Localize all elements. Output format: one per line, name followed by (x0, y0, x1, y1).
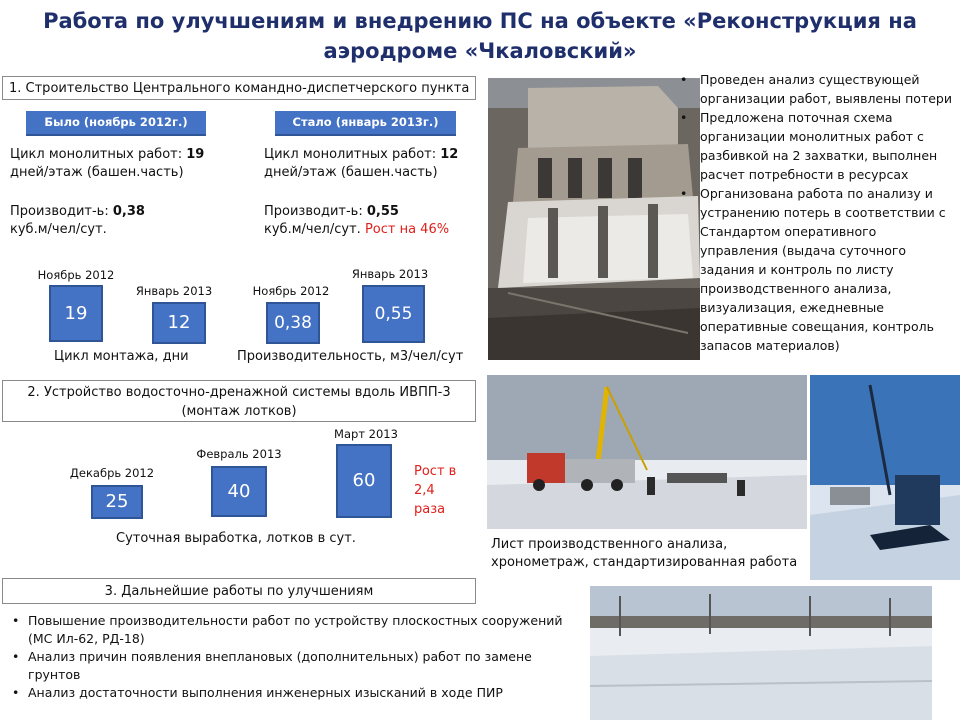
page-title: Работа по улучшениям и внедрению ПС на объекте «Реконструкция на аэродроме «Чкаловский» (43, 9, 917, 63)
section2-heading (2, 380, 476, 422)
metric2-value: 12 (167, 312, 191, 333)
metric3-box (266, 302, 320, 344)
metric3-label: Ноябрь 2012 (252, 284, 330, 298)
before-prod-value: 0,38 (112, 204, 145, 219)
airfield-photo-graphic (590, 586, 932, 720)
after-cycle-text (264, 146, 484, 182)
after-tag: Стало (январь 2013г.) (275, 111, 456, 136)
airfield-photo (590, 586, 932, 720)
after-prod-value: 0,55 (366, 204, 399, 219)
before-prod-label: Производит-ь: (10, 204, 113, 219)
section3-heading (2, 578, 476, 604)
s2-metric1-value: 25 (105, 491, 129, 512)
s2-metric3-value: 60 (352, 470, 376, 491)
metric4-value: 0,55 (374, 304, 413, 324)
construction-photo-graphic (488, 78, 700, 360)
before-cycle-text (10, 146, 260, 182)
section3-bullet-list (10, 612, 588, 702)
section1-heading-text: 1. Строительство Центрального командно-диспетчерского пункта (9, 81, 470, 96)
before-cycle-value: 19 (186, 147, 205, 162)
after-cycle-label: Цикл монолитных работ: (264, 147, 441, 162)
after-growth: Рост на 46% (364, 222, 450, 237)
s2-metric2-box (211, 466, 267, 517)
drilling-photo (810, 375, 960, 580)
caption-cycle: Цикл монтажа, дни (54, 349, 189, 364)
metric2-box (152, 302, 206, 344)
s2-metric3-box (336, 444, 392, 518)
right-bullet-item: • Организована работа по анализу и устранению потерь в соответствии с Стандартом оперативного управления (выдача суточного задания и контроль по листу производственного анализа, визуализация, ежедневные оперативные совещания, контроль запасов материалов) (672, 184, 954, 355)
before-prod-text (10, 203, 260, 239)
after-prod-text (264, 203, 484, 239)
s2-metric1-label: Декабрь 2012 (69, 466, 155, 480)
metric1-label: Ноябрь 2012 (37, 268, 115, 282)
s2-caption: Суточная выработка, лотков в сут. (116, 531, 356, 546)
section3-heading-text: 3. Дальнейшие работы по улучшениям (104, 584, 374, 599)
metric4-box (362, 285, 425, 343)
caption-prod: Производительность, м3/чел/сут (237, 349, 464, 364)
after-prod-unit: куб.м/чел/сут. (264, 222, 365, 237)
after-cycle-unit: дней/этаж (башен.часть) (264, 165, 438, 180)
s2-metric2-value: 40 (227, 481, 251, 502)
metric1-value: 19 (64, 303, 88, 324)
section1-heading (2, 76, 476, 100)
before-cycle-unit: дней/этаж (башен.часть) (10, 165, 184, 180)
section2-heading-text: 2. Устройство водосточно-дренажной системы вдоль ИВПП-3 (монтаж лотков) (27, 385, 451, 419)
construction-photo (488, 78, 700, 360)
right-bullet-item: • Предложена поточная схема организации монолитных работ с разбивкой на 2 захватки, выполнен расчет потребности в ресурсах (672, 108, 954, 184)
metric1-box (49, 285, 103, 342)
section3-bullet-item: • Анализ причин появления внеплановых (дополнительных) работ по замене грунтов (10, 648, 588, 684)
before-prod-unit: куб.м/чел/сут. (10, 222, 107, 237)
metric3-value: 0,38 (274, 313, 312, 333)
section3-bullet-item: • Анализ достаточности выполнения инженерных изысканий в ходе ПИР (10, 684, 588, 702)
s2-metric3-label: Март 2013 (334, 427, 398, 441)
crane-photo-graphic (487, 375, 807, 529)
after-prod-label: Производит-ь: (264, 204, 367, 219)
section3-bullet-item: • Повышение производительности работ по устройству плоскостных сооружений (МС Ил-62, РД-18) (10, 612, 588, 648)
after-cycle-value: 12 (440, 147, 459, 162)
s2-growth: Рост в 2,4 раза (414, 464, 457, 517)
before-tag: Было (ноябрь 2012г.) (26, 111, 206, 136)
metric4-label: Январь 2013 (351, 267, 429, 281)
s2-metric1-box (91, 485, 143, 519)
drilling-photo-graphic (810, 375, 960, 580)
photo-caption: Лист производственного анализа, хронометраж, стандартизированная работа (491, 537, 798, 570)
crane-photo (487, 375, 807, 529)
right-bullet-list (672, 70, 954, 355)
before-cycle-label: Цикл монолитных работ: (10, 147, 187, 162)
right-bullet-item: • Проведен анализ существующей организации работ, выявлены потери (672, 70, 954, 108)
metric2-label: Январь 2013 (135, 284, 213, 298)
s2-metric2-label: Февраль 2013 (196, 447, 282, 461)
